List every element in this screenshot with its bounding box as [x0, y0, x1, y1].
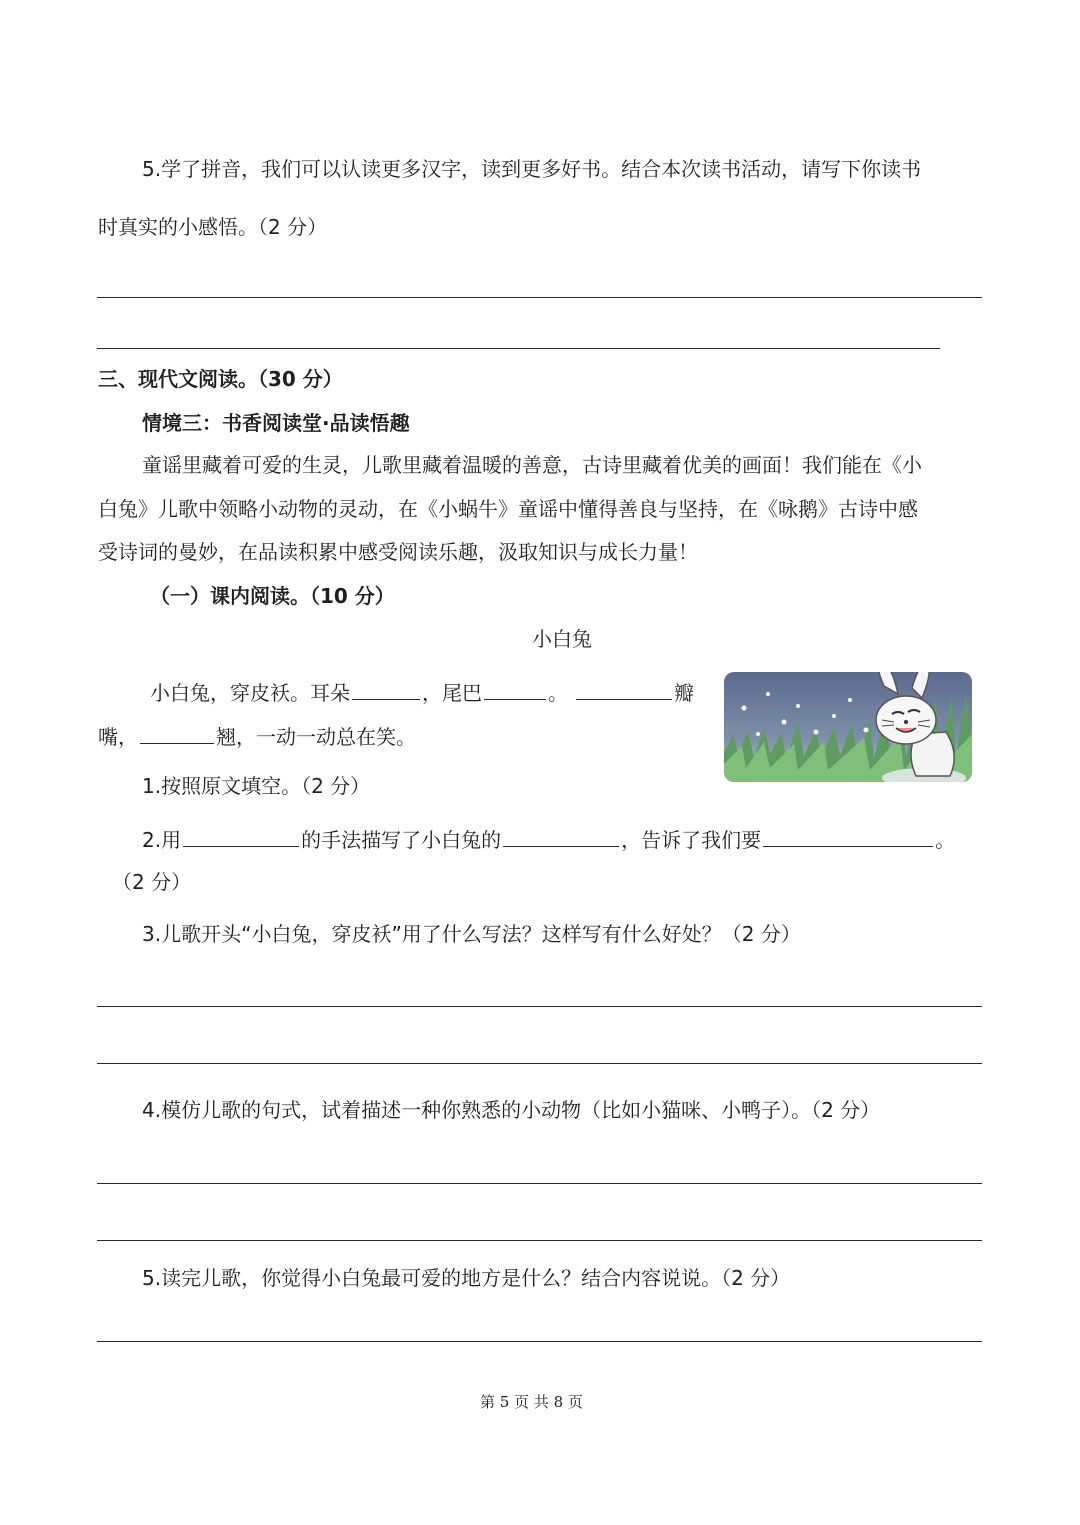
- intro-line-1: 童谣里藏着可爱的生灵，儿歌里藏着温暖的善意，古诗里藏着优美的画面！我们能在《小: [142, 453, 922, 477]
- answer-line[interactable]: [97, 1240, 982, 1241]
- poem-text: 。: [548, 681, 568, 705]
- question-4: 4.模仿儿歌的句式，试着描述一种你熟悉的小动物（比如小猫咪、小鸭子）。（2 分）: [142, 1098, 881, 1122]
- poem-text: 小白兔，穿皮袄。耳朵: [150, 681, 350, 705]
- q2-text: 的手法描写了小白兔的: [301, 828, 502, 852]
- q2-blank-description[interactable]: [503, 828, 619, 847]
- poem-line-2: [98, 725, 416, 747]
- q2-text: 。: [935, 828, 956, 852]
- fill-blank-lips[interactable]: [576, 681, 672, 700]
- question-1: 1.按照原文填空。（2 分）: [142, 774, 371, 798]
- page-footer: 第 5 页 共 8 页: [480, 1393, 583, 1411]
- q2-text: ，告诉了我们要: [621, 828, 762, 852]
- question-2-score: （2 分）: [112, 870, 192, 894]
- white-rabbit-illustration: [724, 672, 972, 782]
- q5-prev-line2: 时真实的小感悟。（2 分）: [98, 215, 328, 239]
- answer-line[interactable]: [97, 348, 940, 349]
- q5-prev-line1: 5.学了拼音，我们可以认读更多汉字，读到更多好书。结合本次读书活动，请写下你读书: [142, 157, 922, 181]
- question-5: 5.读完儿歌，你觉得小白兔最可爱的地方是什么？结合内容说说。（2 分）: [142, 1266, 791, 1290]
- poem-title: 小白兔: [532, 627, 592, 651]
- question-2: [142, 828, 955, 850]
- question-3: 3.儿歌开头“小白兔，穿皮袄”用了什么写法？这样写有什么好处？（2 分）: [142, 922, 801, 946]
- poem-text: 瓣: [674, 681, 694, 705]
- poem-text: 翘，一动一动总在笑。: [216, 725, 416, 749]
- fill-blank-ears[interactable]: [352, 681, 420, 700]
- answer-line[interactable]: [97, 1183, 982, 1184]
- answer-line[interactable]: [97, 1006, 982, 1007]
- q2-blank-lesson[interactable]: [763, 828, 933, 847]
- poem-text: ，尾巴: [422, 681, 482, 705]
- intro-line-3: 受诗词的曼妙，在品读积累中感受阅读乐趣，汲取知识与成长力量！: [98, 540, 698, 564]
- section-heading: 三、现代文阅读。（30 分）: [98, 367, 343, 391]
- fill-blank-tail[interactable]: [484, 681, 546, 700]
- answer-line[interactable]: [97, 297, 982, 298]
- q2-text: 2.用: [142, 828, 182, 852]
- scenario-title: 情境三：书香阅读堂·品读悟趣: [142, 411, 410, 435]
- intro-line-2: 白兔》儿歌中领略小动物的灵动，在《小蜗牛》童谣中懂得善良与坚持，在《咏鹅》古诗中感: [98, 497, 918, 521]
- answer-line[interactable]: [97, 1341, 982, 1342]
- poem-text: 嘴，: [98, 725, 138, 749]
- poem-line-1: [150, 681, 694, 703]
- fill-blank-whiskers[interactable]: [140, 725, 214, 744]
- answer-line[interactable]: [97, 1063, 982, 1064]
- part1-heading: （一）课内阅读。（10 分）: [150, 584, 395, 608]
- q2-blank-technique[interactable]: [183, 828, 299, 847]
